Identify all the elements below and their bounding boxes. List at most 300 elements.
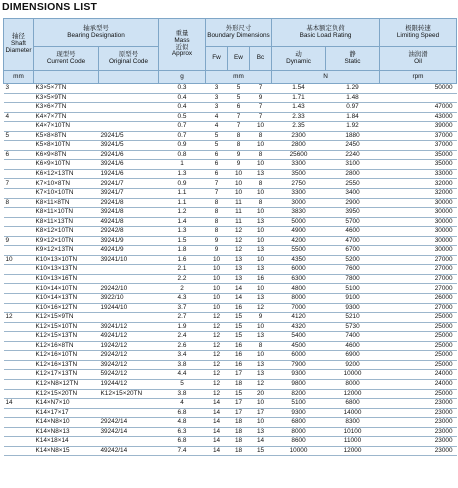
cell-static: 4600 (326, 227, 380, 237)
cell-speed-oil: 43000 (380, 112, 457, 122)
cell-dynamic: 2800 (272, 141, 326, 151)
cell-original-code (99, 399, 159, 409)
cell-static: 9200 (326, 360, 380, 370)
cell-ew: 12 (228, 236, 250, 246)
cell-speed-oil: 37000 (380, 131, 457, 141)
cell-speed-oil: 23000 (380, 437, 457, 447)
table-row (4, 122, 457, 132)
cell-speed-oil: 25000 (380, 341, 457, 351)
cell-original-code (99, 93, 159, 103)
cell-bc: 10 (250, 141, 272, 151)
header-shaft-en2: Diameter (5, 46, 32, 54)
cell-original-code: 29241/6 (99, 150, 159, 160)
cell-dynamic: 9300 (272, 408, 326, 418)
cell-static: 5210 (326, 313, 380, 323)
cell-mass: 1.8 (159, 246, 206, 256)
cell-static: 3400 (326, 189, 380, 199)
cell-speed-oil: 23000 (380, 399, 457, 409)
cell-shaft-diameter (4, 274, 34, 284)
cell-fw: 9 (206, 236, 228, 246)
cell-speed-oil: 30000 (380, 198, 457, 208)
cell-ew: 13 (228, 265, 250, 275)
cell-bc: 7 (250, 84, 272, 94)
cell-speed-oil: 30000 (380, 227, 457, 237)
cell-dynamic: 1.43 (272, 103, 326, 113)
cell-bc: 10 (250, 322, 272, 332)
cell-current-code: K6×12×13TN (34, 169, 99, 179)
table-row (4, 217, 457, 227)
cell-original-code: 39241/12 (99, 322, 159, 332)
cell-original-code: 39241/8 (99, 208, 159, 218)
unit-original-empty (99, 71, 159, 84)
cell-bc: 13 (250, 265, 272, 275)
cell-mass: 0.7 (159, 122, 206, 132)
cell-shaft-diameter (4, 217, 34, 227)
cell-speed-oil: 33000 (380, 169, 457, 179)
cell-current-code: K12×15×9TN (34, 313, 99, 323)
unit-current-empty (34, 71, 99, 84)
header-limiting-speed (380, 19, 457, 47)
header-ew: Ew (228, 47, 250, 71)
cell-static: 5100 (326, 284, 380, 294)
cell-fw: 10 (206, 284, 228, 294)
unit-mass-g: g (159, 71, 206, 84)
cell-original-code: 39241/5 (99, 141, 159, 151)
unit-speed-rpm: rpm (380, 71, 457, 84)
cell-dynamic: 3830 (272, 208, 326, 218)
cell-shaft-diameter (4, 189, 34, 199)
cell-mass: 1 (159, 160, 206, 170)
cell-bc: 13 (250, 427, 272, 437)
cell-bc: 13 (250, 360, 272, 370)
cell-shaft-diameter: 10 (4, 255, 34, 265)
cell-original-code: 29241/8 (99, 198, 159, 208)
cell-dynamic: 2300 (272, 131, 326, 141)
cell-speed-oil: 30000 (380, 236, 457, 246)
cell-fw: 8 (206, 217, 228, 227)
table-row (4, 103, 457, 113)
unit-boundary-mm: mm (206, 71, 272, 84)
cell-original-code: 29242/8 (99, 227, 159, 237)
header-load-en: Basic Load Rating (299, 31, 352, 39)
cell-shaft-diameter: 8 (4, 198, 34, 208)
cell-mass: 0.8 (159, 150, 206, 160)
cell-ew: 15 (228, 322, 250, 332)
cell-shaft-diameter (4, 122, 34, 132)
cell-bc: 10 (250, 351, 272, 361)
cell-mass: 2.1 (159, 265, 206, 275)
cell-original-code: 49241/9 (99, 246, 159, 256)
cell-mass: 0.7 (159, 131, 206, 141)
cell-current-code: K10×13×13TN (34, 265, 99, 275)
cell-static: 8300 (326, 418, 380, 428)
cell-shaft-diameter (4, 341, 34, 351)
cell-static: 2900 (326, 198, 380, 208)
header-current-code (34, 47, 99, 71)
cell-fw: 14 (206, 418, 228, 428)
cell-current-code: K8×11×8TN (34, 198, 99, 208)
cell-bc: 10 (250, 160, 272, 170)
cell-bc: 13 (250, 246, 272, 256)
table-row (4, 332, 457, 342)
cell-current-code: K5×8×10TN (34, 141, 99, 151)
cell-fw: 8 (206, 227, 228, 237)
cell-ew: 12 (228, 246, 250, 256)
cell-dynamic: 3300 (272, 160, 326, 170)
cell-ew: 10 (228, 179, 250, 189)
cell-ew: 8 (228, 131, 250, 141)
cell-speed-oil: 32000 (380, 179, 457, 189)
cell-fw: 4 (206, 122, 228, 132)
cell-current-code: K4×7×7TN (34, 112, 99, 122)
table-row (4, 160, 457, 170)
cell-dynamic: 4200 (272, 236, 326, 246)
cell-bc: 12 (250, 379, 272, 389)
cell-fw: 8 (206, 208, 228, 218)
header-current-en: Current Code (46, 57, 86, 65)
cell-mass: 0.5 (159, 112, 206, 122)
cell-shaft-diameter (4, 332, 34, 342)
cell-fw: 8 (206, 198, 228, 208)
cell-static: 6900 (326, 351, 380, 361)
cell-fw: 10 (206, 274, 228, 284)
cell-shaft-diameter (4, 294, 34, 304)
cell-original-code: 39242/12 (99, 360, 159, 370)
cell-current-code: K10×16×12TN (34, 303, 99, 313)
cell-static: 14000 (326, 408, 380, 418)
cell-dynamic: 5500 (272, 246, 326, 256)
cell-fw: 12 (206, 351, 228, 361)
header-mass-en2: Approx (171, 50, 193, 58)
cell-static: 9300 (326, 303, 380, 313)
header-oil (380, 47, 457, 71)
cell-mass: 3.8 (159, 389, 206, 399)
header-speed-cn: 极限转速 (405, 24, 431, 32)
cell-fw: 14 (206, 437, 228, 447)
cell-speed-oil: 24000 (380, 379, 457, 389)
cell-current-code: K5×8×8TN (34, 131, 99, 141)
cell-ew: 10 (228, 189, 250, 199)
cell-bc: 10 (250, 255, 272, 265)
cell-dynamic: 7000 (272, 303, 326, 313)
cell-mass: 0.9 (159, 141, 206, 151)
cell-static: 5200 (326, 255, 380, 265)
cell-fw: 14 (206, 427, 228, 437)
cell-shaft-diameter: 5 (4, 131, 34, 141)
cell-current-code: K12×15×20TN (34, 389, 99, 399)
cell-ew: 14 (228, 294, 250, 304)
cell-fw: 9 (206, 246, 228, 256)
cell-current-code: K12×17×13TN (34, 370, 99, 380)
cell-dynamic: 8000 (272, 427, 326, 437)
cell-bc: 8 (250, 198, 272, 208)
cell-mass: 3.4 (159, 351, 206, 361)
cell-current-code: K8×12×10TN (34, 227, 99, 237)
table-row (4, 408, 457, 418)
cell-speed-oil: 23000 (380, 427, 457, 437)
cell-original-code: 39241/6 (99, 160, 159, 170)
cell-original-code (99, 313, 159, 323)
cell-speed-oil: 25000 (380, 332, 457, 342)
cell-shaft-diameter (4, 265, 34, 275)
cell-current-code: K10×14×10TN (34, 284, 99, 294)
cell-dynamic: 3500 (272, 169, 326, 179)
cell-ew: 16 (228, 351, 250, 361)
cell-fw: 4 (206, 112, 228, 122)
cell-shaft-diameter (4, 322, 34, 332)
header-dyn-en: Dynamic (286, 57, 311, 65)
cell-current-code: K8×11×10TN (34, 208, 99, 218)
cell-current-code: K8×11×13TN (34, 217, 99, 227)
cell-original-code: 29242/12 (99, 351, 159, 361)
cell-speed-oil: 37000 (380, 141, 457, 151)
cell-shaft-diameter (4, 103, 34, 113)
cell-fw: 7 (206, 189, 228, 199)
cell-static: 1.92 (326, 122, 380, 132)
cell-speed-oil: 27000 (380, 303, 457, 313)
cell-static: 1.48 (326, 93, 380, 103)
cell-original-code: 29241/7 (99, 179, 159, 189)
cell-ew: 10 (228, 169, 250, 179)
header-bearing-en: Bearing Designation (67, 31, 125, 39)
cell-dynamic: 2750 (272, 179, 326, 189)
cell-fw: 14 (206, 446, 228, 456)
cell-dynamic: 5100 (272, 399, 326, 409)
header-bearing-cn: 轴承型号 (83, 24, 109, 32)
table-row (4, 313, 457, 323)
cell-speed-oil: 25000 (380, 389, 457, 399)
table-row (4, 370, 457, 380)
cell-speed-oil: 27000 (380, 265, 457, 275)
cell-ew: 18 (228, 427, 250, 437)
cell-static: 12000 (326, 446, 380, 456)
header-bearing-designation (34, 19, 159, 47)
cell-original-code: 3922/10 (99, 294, 159, 304)
cell-dynamic: 7900 (272, 360, 326, 370)
cell-current-code: K14×N8×13 (34, 427, 99, 437)
cell-mass: 3.7 (159, 303, 206, 313)
cell-bc: 8 (250, 150, 272, 160)
cell-shaft-diameter: 3 (4, 84, 34, 94)
cell-mass: 2 (159, 284, 206, 294)
cell-mass: 1.3 (159, 169, 206, 179)
cell-speed-oil: 24000 (380, 370, 457, 380)
cell-ew: 17 (228, 370, 250, 380)
cell-shaft-diameter: 4 (4, 112, 34, 122)
cell-shaft-diameter (4, 284, 34, 294)
cell-mass: 2.4 (159, 332, 206, 342)
cell-speed-oil: 25000 (380, 322, 457, 332)
cell-ew: 17 (228, 408, 250, 418)
cell-fw: 12 (206, 379, 228, 389)
cell-shaft-diameter (4, 303, 34, 313)
cell-dynamic: 4900 (272, 227, 326, 237)
cell-current-code: K7×10×8TN (34, 179, 99, 189)
cell-ew: 11 (228, 208, 250, 218)
cell-mass: 1.5 (159, 236, 206, 246)
cell-dynamic: 3300 (272, 189, 326, 199)
cell-mass: 1.1 (159, 198, 206, 208)
cell-original-code: 29242/10 (99, 284, 159, 294)
cell-dynamic: 6300 (272, 274, 326, 284)
cell-ew: 11 (228, 198, 250, 208)
cell-fw: 14 (206, 408, 228, 418)
cell-bc: 13 (250, 370, 272, 380)
cell-dynamic: 6800 (272, 418, 326, 428)
cell-current-code: K12×15×13TN (34, 332, 99, 342)
cell-fw: 12 (206, 322, 228, 332)
header-boundary-cn: 外形尺寸 (225, 24, 252, 32)
cell-ew: 18 (228, 446, 250, 456)
cell-original-code: 39242/14 (99, 427, 159, 437)
cell-dynamic: 9800 (272, 379, 326, 389)
cell-speed-oil: 50000 (380, 84, 457, 94)
table-row (4, 236, 457, 246)
table-row (4, 179, 457, 189)
cell-static: 1.84 (326, 112, 380, 122)
cell-ew: 16 (228, 341, 250, 351)
cell-ew: 15 (228, 389, 250, 399)
cell-shaft-diameter (4, 437, 34, 447)
cell-original-code: K12×15×20TN (99, 389, 159, 399)
cell-mass: 1.2 (159, 208, 206, 218)
header-speed-en: Limiting Speed (396, 31, 440, 39)
cell-bc: 9 (250, 93, 272, 103)
unit-shaft-mm: mm (4, 71, 34, 84)
cell-ew: 13 (228, 274, 250, 284)
cell-fw: 5 (206, 141, 228, 151)
cell-original-code: 39241/9 (99, 236, 159, 246)
cell-static: 1880 (326, 131, 380, 141)
cell-mass: 1.4 (159, 217, 206, 227)
cell-original-code (99, 112, 159, 122)
cell-dynamic: 4320 (272, 322, 326, 332)
cell-fw: 6 (206, 169, 228, 179)
cell-static: 2550 (326, 179, 380, 189)
cell-speed-oil: 27000 (380, 274, 457, 284)
header-oil-en: Oil (414, 57, 422, 65)
cell-mass: 4.3 (159, 294, 206, 304)
cell-speed-oil: 23000 (380, 446, 457, 456)
cell-shaft-diameter (4, 408, 34, 418)
table-row (4, 93, 457, 103)
cell-current-code: K14×N8×10 (34, 418, 99, 428)
cell-shaft-diameter (4, 427, 34, 437)
cell-original-code: 49241/8 (99, 217, 159, 227)
cell-shaft-diameter: 12 (4, 313, 34, 323)
cell-fw: 7 (206, 179, 228, 189)
cell-ew: 18 (228, 418, 250, 428)
header-original-code (99, 47, 159, 71)
cell-fw: 10 (206, 303, 228, 313)
cell-mass: 0.3 (159, 84, 206, 94)
cell-shaft-diameter: 14 (4, 399, 34, 409)
header-current-cn: 现型号 (56, 50, 76, 58)
cell-shaft-diameter (4, 246, 34, 256)
cell-fw: 3 (206, 103, 228, 113)
cell-mass: 1.9 (159, 322, 206, 332)
table-row (4, 274, 457, 284)
cell-mass: 4 (159, 399, 206, 409)
cell-original-code (99, 408, 159, 418)
cell-fw: 12 (206, 341, 228, 351)
cell-dynamic: 25600 (272, 150, 326, 160)
cell-ew: 6 (228, 103, 250, 113)
table-row (4, 189, 457, 199)
cell-fw: 12 (206, 370, 228, 380)
table-row (4, 341, 457, 351)
cell-dynamic: 2.33 (272, 112, 326, 122)
cell-mass: 2.6 (159, 341, 206, 351)
cell-original-code: 19241/6 (99, 169, 159, 179)
table-row (4, 169, 457, 179)
cell-current-code: K3×5×9TN (34, 93, 99, 103)
cell-speed-oil: 25000 (380, 351, 457, 361)
cell-static: 4600 (326, 341, 380, 351)
cell-static: 12000 (326, 389, 380, 399)
cell-bc: 14 (250, 437, 272, 447)
cell-dynamic: 5400 (272, 332, 326, 342)
cell-static: 5730 (326, 322, 380, 332)
cell-static: 5700 (326, 217, 380, 227)
table-row (4, 437, 457, 447)
cell-speed-oil: 23000 (380, 408, 457, 418)
cell-original-code (99, 84, 159, 94)
table-row (4, 227, 457, 237)
cell-bc: 8 (250, 131, 272, 141)
cell-bc: 10 (250, 399, 272, 409)
header-original-en: Original Code (108, 57, 149, 65)
header-load-cn: 基本额定负荷 (306, 24, 345, 32)
cell-ew: 5 (228, 84, 250, 94)
cell-dynamic: 4120 (272, 313, 326, 323)
cell-current-code: K10×13×16TN (34, 274, 99, 284)
cell-current-code: K14×N8×15 (34, 446, 99, 456)
cell-current-code: K10×13×10TN (34, 255, 99, 265)
cell-fw: 12 (206, 332, 228, 342)
cell-original-code: 19244/10 (99, 303, 159, 313)
cell-ew: 16 (228, 303, 250, 313)
table-row (4, 294, 457, 304)
table-row (4, 379, 457, 389)
cell-static: 4700 (326, 236, 380, 246)
cell-bc: 15 (250, 446, 272, 456)
cell-current-code: K12×16×10TN (34, 351, 99, 361)
cell-speed-oil: 25000 (380, 360, 457, 370)
dimensions-table (3, 18, 457, 456)
cell-original-code: 19242/12 (99, 341, 159, 351)
cell-speed-oil: 27000 (380, 255, 457, 265)
cell-original-code (99, 274, 159, 284)
cell-original-code (99, 103, 159, 113)
cell-bc: 10 (250, 236, 272, 246)
cell-speed-oil: 27000 (380, 284, 457, 294)
cell-speed-oil: 30000 (380, 217, 457, 227)
cell-fw: 12 (206, 389, 228, 399)
cell-current-code: K12×N8×12TN (34, 379, 99, 389)
cell-fw: 10 (206, 255, 228, 265)
cell-dynamic: 4350 (272, 255, 326, 265)
cell-static: 7600 (326, 265, 380, 275)
cell-static: 8000 (326, 379, 380, 389)
cell-speed-oil: 35000 (380, 150, 457, 160)
header-shaft-en1: Shaft (11, 40, 26, 48)
header-dyn-cn: 动 (295, 50, 302, 58)
cell-current-code: K3×6×7TN (34, 103, 99, 113)
cell-mass: 0.4 (159, 103, 206, 113)
cell-mass: 1.1 (159, 189, 206, 199)
table-row (4, 303, 457, 313)
